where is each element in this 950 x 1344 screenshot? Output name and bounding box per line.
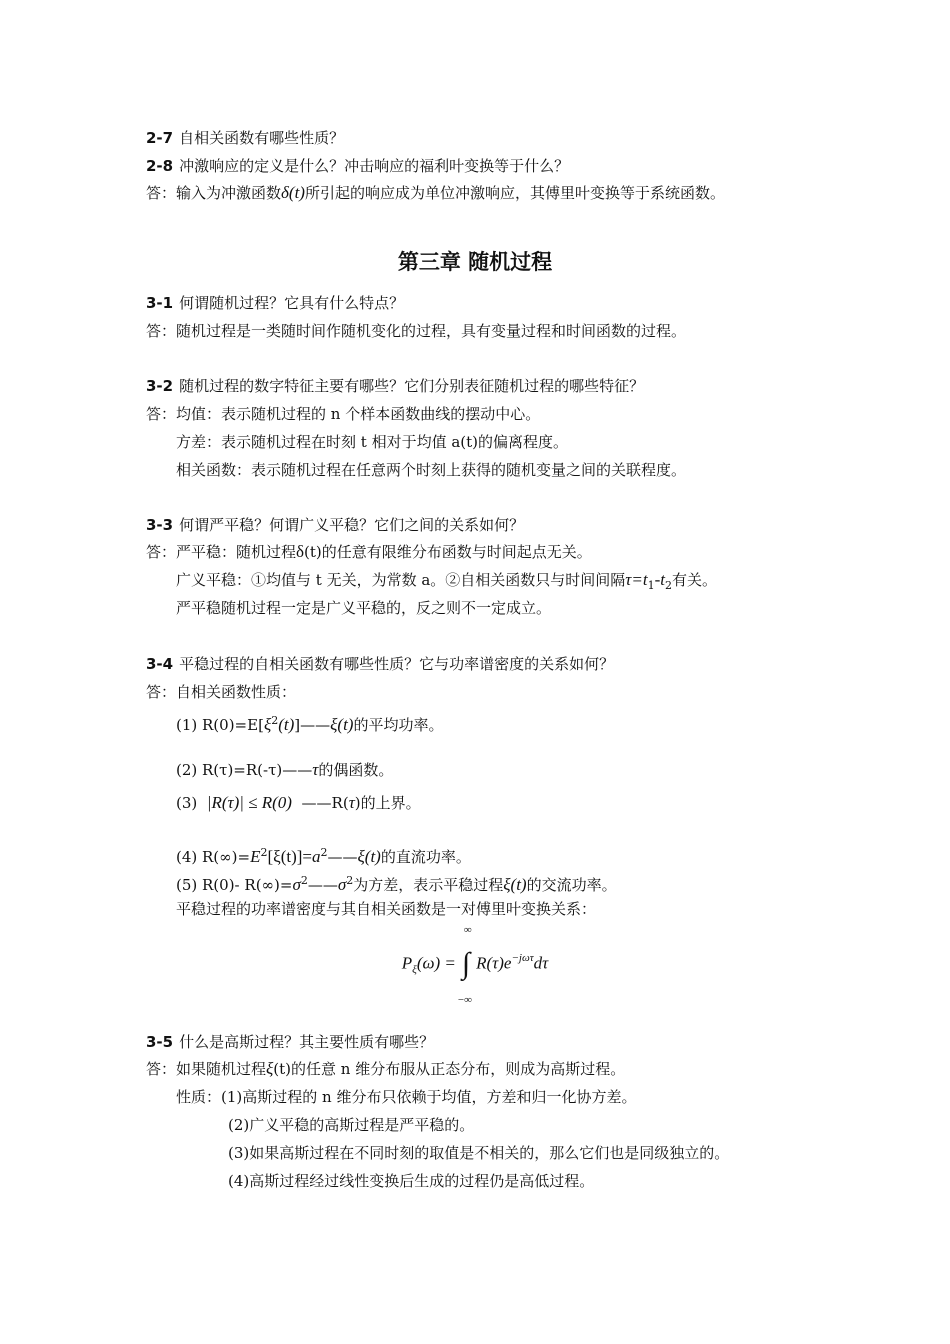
question-3-2 (146, 375, 644, 397)
gaussian-property-1: 性质：(1)高斯过程的 n 维分布只依赖于均值，方差和归一化协方差。 (176, 1088, 637, 1106)
math-subscript: 1 (647, 579, 655, 592)
property-label: (4) R(∞)= (176, 848, 251, 866)
answer-text: (t)的任意 n 维分布服从正态分布，则成为高斯过程。 (273, 1060, 626, 1078)
gaussian-property-2: (2)广义平稳的高斯过程是严平稳的。 (228, 1116, 475, 1134)
math-xi: ξ (263, 715, 272, 734)
question-3-3 (146, 514, 524, 536)
wiener-khinchin-equation (0, 923, 950, 1006)
math-exponent: −jωτ (511, 952, 534, 964)
property-text: ——R( (301, 794, 349, 812)
math-inequality: |R(τ)| ≤ R(0) (206, 793, 292, 812)
question-number: 3-4 (146, 655, 174, 673)
answer-text: (t)的任意有限维分布函数与时间起点无关。 (304, 543, 592, 561)
math-delta: δ (296, 542, 305, 561)
question-number: 2-7 (146, 129, 174, 147)
question-text: 什么是高斯过程？其主要性质有哪些？ (179, 1033, 435, 1051)
math-delta: δ(t) (281, 183, 305, 202)
math-subscript: ξ (412, 964, 417, 977)
math-subscript: 2 (664, 579, 672, 592)
property-text: )的上界。 (354, 794, 421, 812)
answer-text: 广义平稳：①均值与 t 无关，为常数 a。②自相关函数只与时间间隔 (176, 571, 626, 589)
math-xi: ξ (266, 1059, 274, 1078)
answer-3-3-wide (176, 569, 717, 597)
psd-relation: 平稳过程的功率谱密度与其自相关函数是一对傅里叶变换关系： (176, 900, 597, 918)
question-number: 2-8 (146, 157, 174, 175)
math-e: e (503, 953, 512, 973)
integral-sign: ∫ ∞ −∞ (457, 923, 472, 1006)
question-2-8 (146, 155, 569, 177)
question-text: 随机过程的数字特征主要有哪些？它们分别表征随机过程的哪些特征？ (179, 377, 645, 395)
math-argument: (ω) = (416, 953, 456, 973)
math-superscript: 2 (320, 846, 328, 859)
answer-text: 有关。 (671, 571, 717, 589)
property-label: (2) R(τ)=R(-τ)—— (176, 761, 313, 779)
math-sigma: σ (292, 875, 301, 894)
math-P: P (401, 953, 413, 973)
integral-lower-limit: −∞ (457, 993, 472, 1006)
question-text: 平稳过程的自相关函数有哪些性质？它与功率谱密度的关系如何？ (179, 655, 615, 673)
math-E: E (250, 847, 261, 866)
math-superscript: 2 (346, 874, 354, 887)
answer-text: 答：如果随机过程 (146, 1060, 267, 1078)
question-text: 何谓严平稳？何谓广义平稳？它们之间的关系如何？ (179, 516, 525, 534)
math-t: -t (654, 570, 665, 589)
chapter-title: 第三章 随机过程 (397, 250, 553, 274)
math-d-tau: dτ (533, 953, 549, 973)
question-number: 3-5 (146, 1033, 174, 1051)
question-2-7 (146, 127, 344, 149)
property-1 (176, 710, 443, 736)
property-4 (176, 842, 471, 868)
property-label: (1) R(0)=E[ (176, 716, 264, 734)
answer-3-4-intro: 答：自相关函数性质： (146, 683, 297, 701)
gaussian-property-4: (4)高斯过程经过线性变换后生成的过程仍是高低过程。 (228, 1172, 595, 1190)
property-text: ]—— (294, 716, 331, 734)
math-xi: ξ(t) (330, 715, 354, 734)
question-3-5 (146, 1031, 434, 1053)
property-2 (176, 759, 393, 781)
math-tau: τ (312, 760, 319, 779)
question-number: 3-3 (146, 516, 174, 534)
property-text: 的直流功率。 (380, 848, 471, 866)
answer-3-2-variance: 方差：表示随机过程在时刻 t 相对于均值 a(t)的偏离程度。 (176, 433, 569, 451)
property-text: —— (307, 876, 338, 894)
math-t: (t) (278, 715, 295, 734)
math-tau: τ=t (625, 570, 648, 589)
math-R: R(τ) (476, 953, 504, 973)
answer-text: 答：严平稳：随机过程 (146, 543, 297, 561)
math-sigma: σ (337, 875, 347, 894)
answer-3-3-strict (146, 541, 592, 563)
math-superscript: 2 (271, 714, 279, 727)
property-text: 为方差，表示平稳过程 (353, 876, 504, 894)
math-a: a (312, 847, 321, 866)
property-text: 的交流功率。 (526, 876, 617, 894)
property-5 (176, 870, 617, 896)
gaussian-property-3: (3)如果高斯过程在不同时刻的取值是不相关的，那么它们也是同级独立的。 (228, 1144, 730, 1162)
answer-3-3-relation: 严平稳随机过程一定是广义平稳的，反之则不一定成立。 (176, 599, 552, 617)
question-text: 自相关函数有哪些性质？ (179, 129, 345, 147)
question-number: 3-2 (146, 377, 174, 395)
question-3-4 (146, 653, 614, 675)
math-superscript: 2 (300, 874, 308, 887)
answer-2-8 (146, 182, 725, 204)
answer-3-1: 答：随机过程是一类随时间作随机变化的过程，具有变量过程和时间函数的过程。 (146, 322, 687, 340)
property-text: —— (327, 848, 358, 866)
property-text: 的平均功率。 (353, 716, 444, 734)
question-text: 何谓随机过程？它具有什么特点？ (179, 294, 405, 312)
property-3 (176, 792, 421, 814)
question-text: 冲激响应的定义是什么？冲击响应的福利叶变换等于什么？ (179, 157, 570, 175)
math-xi: ξ(t) (357, 847, 381, 866)
answer-text: 所引起的响应成为单位冲激响应，其傅里叶变换等于系统函数。 (304, 184, 725, 202)
question-number: 3-1 (146, 294, 174, 312)
question-3-1 (146, 292, 404, 314)
property-label: (5) R(0)- R(∞)= (176, 876, 293, 894)
math-superscript: 2 (260, 846, 268, 859)
property-text: 的偶函数。 (318, 761, 394, 779)
answer-3-5-definition (146, 1058, 625, 1080)
math-tau: τ (348, 793, 355, 812)
property-label: (3) (176, 794, 198, 812)
answer-3-2-mean: 答：均值：表示随机过程的 n 个样本函数曲线的摆动中心。 (146, 405, 541, 423)
integral-upper-limit: ∞ (463, 923, 472, 936)
math-expression: [ξ(t)]= (267, 847, 313, 866)
answer-text: 答：输入为冲激函数 (146, 184, 282, 202)
math-xi: ξ(t) (503, 875, 527, 894)
answer-3-2-correlation: 相关函数：表示随机过程在任意两个时刻上获得的随机变量之间的关联程度。 (176, 461, 687, 479)
